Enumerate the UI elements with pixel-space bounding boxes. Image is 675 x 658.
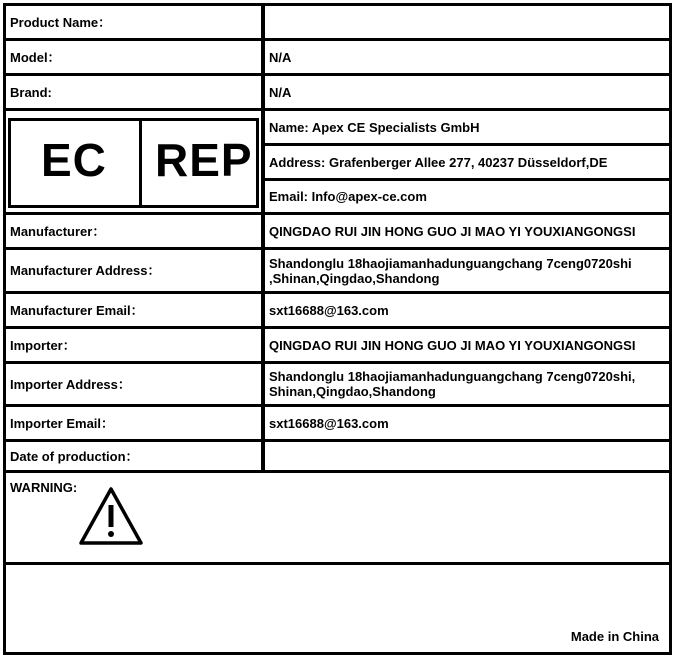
model-value: N/A <box>265 41 669 73</box>
importer-label: Importer： <box>6 329 261 361</box>
importer-email-value: sxt16688@163.com <box>265 407 669 439</box>
manufacturer-address-value: Shandonglu 18haojiamanhadunguangchang 7ceng0720shi ,Shinan,Qingdao,Shandong <box>265 250 669 291</box>
manufacturer-address-label: Manufacturer Address： <box>6 250 261 291</box>
ec-rep-name: Name: Apex CE Specialists GmbH <box>265 111 669 143</box>
manufacturer-label: Manufacturer： <box>6 215 261 247</box>
importer-value: QINGDAO RUI JIN HONG GUO JI MAO YI YOUXIANGONGSI <box>265 329 669 361</box>
product-name-label: Product Name： <box>6 6 261 38</box>
warning-label: WARNING: <box>10 480 78 495</box>
manufacturer-email-value: sxt16688@163.com <box>265 294 669 326</box>
manufacturer-email-label: Manufacturer Email： <box>6 294 261 326</box>
date-of-production-label: Date of production： <box>6 442 261 470</box>
brand-label: Brand: <box>6 76 261 108</box>
model-label: Model： <box>6 41 261 73</box>
importer-address-value: Shandonglu 18haojiamanhadunguangchang 7ceng0720shi, Shinan,Qingdao,Shandong <box>265 364 669 404</box>
ec-rep-address: Address: Grafenberger Allee 277, 40237 Düsseldorf,DE <box>265 146 669 178</box>
ec-rep-email: Email: Info@apex-ce.com <box>265 181 669 212</box>
product-name-value <box>265 6 669 38</box>
ec-rep-logo-rep: REP <box>155 134 253 186</box>
footer-cell <box>6 565 669 652</box>
ec-rep-logo-ec: EC <box>41 134 107 186</box>
warning-cell <box>6 473 669 562</box>
ec-rep-logo <box>8 118 259 208</box>
importer-email-label: Importer Email： <box>6 407 261 439</box>
made-in-label: Made in China <box>570 629 659 644</box>
ec-rep-logo-divider <box>139 121 142 205</box>
brand-value: N/A <box>265 76 669 108</box>
manufacturer-value: QINGDAO RUI JIN HONG GUO JI MAO YI YOUXIANGONGSI <box>265 215 669 247</box>
date-of-production-value <box>265 442 669 470</box>
importer-address-label: Importer Address： <box>6 364 261 404</box>
warning-triangle-icon <box>78 485 144 547</box>
